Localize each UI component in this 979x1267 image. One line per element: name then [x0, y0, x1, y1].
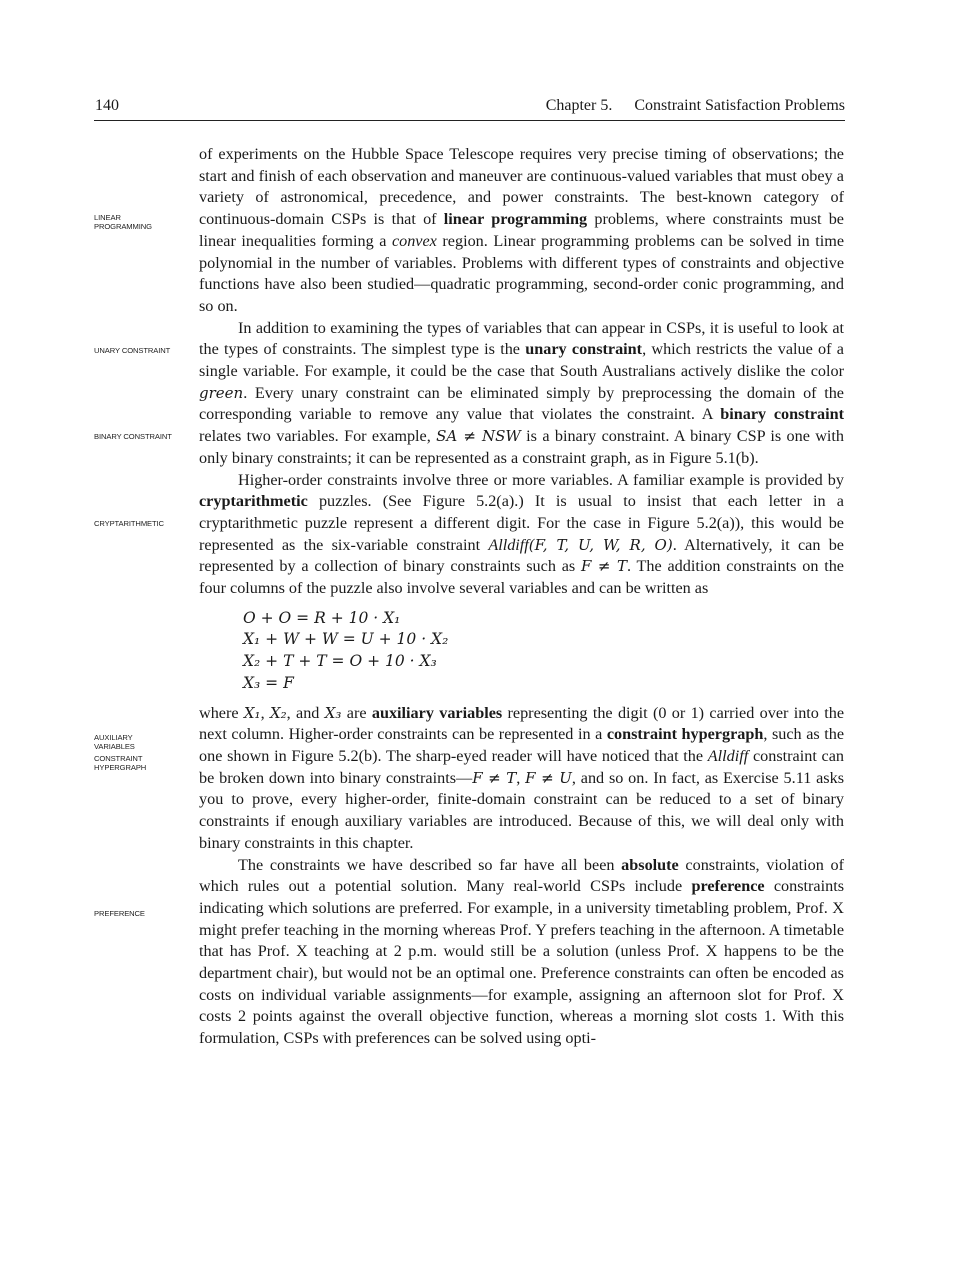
- text-run: are: [341, 703, 372, 722]
- key-term: binary constraint: [720, 405, 844, 424]
- equation: O + O = R + 10 · X₁: [243, 608, 401, 627]
- margin-note-line: AUXILIARY: [94, 733, 133, 742]
- text-run: constraints indicating which solutions are preferred. For example, in a university timetabling problem, Prof. X might prefer teaching in the morning whereas Prof. Y prefers teaching in the afternoon. A timetable that has Prof. X teaching at 2 p.m. would still be a solution (unless Prof. X happens to be the department chair), but would not be an optimal one. Preference constraints can often be encoded as costs on individual variable assignments—for example, assigning an afternoon slot for Prof. X costs 2 points against the overall objective function, whereas a morning slot costs 1. With this formulation, CSPs with preferences can be solved using opti-: [199, 877, 844, 1048]
- margin-note-line: PROGRAMMING: [94, 221, 152, 231]
- chapter-label: Chapter: [545, 97, 597, 114]
- text-run: ,: [516, 768, 526, 787]
- key-term: cryptarithmetic: [199, 492, 308, 511]
- key-term: constraint hypergraph: [606, 725, 764, 744]
- text-run: The constraints we have described so far have all been: [238, 855, 622, 874]
- math-expression: SA ≠ NSW: [436, 427, 521, 446]
- paragraph: [199, 144, 844, 318]
- text-run: relates two variables. For example,: [199, 427, 437, 446]
- math-expression: X₃: [324, 703, 342, 722]
- paragraph: [199, 470, 844, 600]
- margin-note-preference: PREFERENCE: [94, 909, 145, 918]
- equation: X₂ + T + T = O + 10 · X₃: [243, 652, 437, 671]
- body-text: [199, 144, 844, 1050]
- text-run: problems, where constraints must be linear inequalities forming a: [199, 210, 844, 250]
- math-expression: X₁: [243, 703, 261, 722]
- chapter-number: 5.: [600, 97, 613, 114]
- margin-note-unary-constraint: UNARY CONSTRAINT: [94, 346, 171, 355]
- math-expression: F ≠ T: [472, 768, 517, 787]
- paragraph: [199, 855, 844, 1050]
- margin-note-constraint-hypergraph: [94, 755, 194, 772]
- math-expression: F ≠ U: [525, 768, 572, 787]
- text-run: . Every unary constraint can be eliminated simply by preprocessing the domain of the corresponding variable to remove any value that violates the constraint. A: [199, 383, 844, 424]
- running-head: [546, 96, 845, 116]
- margin-note-line: CONSTRAINT: [94, 754, 143, 763]
- emphasis: convex: [391, 231, 437, 250]
- math-expression: X₂: [269, 703, 287, 722]
- margin-note-line: LINEAR: [94, 213, 121, 222]
- margin-note-line: VARIABLES: [94, 741, 135, 751]
- function-name: Alldiff: [488, 535, 529, 554]
- text-run: , which restricts the value of a single variable. For example, it could be the case that South Australians actively dislike the color: [199, 340, 844, 381]
- key-term: absolute: [621, 855, 679, 874]
- text-run: , and so on. In fact, as Exercise 5.11 asks you to prove, every higher-order, finite-domain constraint can be reduced to a set of binary constraints if enough auxiliary variables are introduced. Because of this, we will deal only with binary constraints in this chapter.: [199, 768, 844, 852]
- text-run: . The addition constraints on the four columns of the puzzle also involve several variables and can be written as: [199, 557, 844, 598]
- equation-block: [243, 608, 844, 695]
- math-expression: F ≠ T: [580, 557, 627, 576]
- margin-note-cryptarithmetic: CRYPTARITHMETIC: [94, 519, 164, 528]
- equation: X₃ = F: [243, 673, 294, 692]
- text-run: , such as the one shown in Figure 5.2(b). The sharp-eyed reader will have noticed that the: [199, 725, 844, 765]
- key-term: linear programming: [443, 210, 588, 229]
- page-header: [94, 96, 845, 121]
- function-name: Alldiff: [707, 746, 749, 765]
- text-run: constraints, violation of which rules out a potential solution. Many real-world CSPs include: [199, 855, 844, 896]
- text-run: is a binary constraint. A binary CSP is one with only binary constraints; it can be represented as a constraint graph, as in Figure 5.1(b).: [199, 427, 845, 467]
- text-run: where: [199, 703, 244, 722]
- paragraph: [199, 318, 844, 470]
- margin-note-auxiliary-variables: [94, 734, 194, 751]
- text-run: , and: [286, 703, 325, 722]
- text-run: ,: [260, 703, 270, 722]
- text-run: Higher-order constraints involve three or more variables. A familiar example is provided by: [238, 470, 844, 489]
- key-term: auxiliary variables: [371, 703, 503, 722]
- margin-note-line: HYPERGRAPH: [94, 762, 147, 772]
- equation: X₁ + W + W = U + 10 · X₂: [243, 630, 449, 649]
- text-run: constraint can be broken down into binary constraints—: [199, 746, 845, 787]
- margin-note-binary-constraint: BINARY CONSTRAINT: [94, 432, 172, 441]
- key-term: unary constraint: [525, 340, 643, 359]
- text-run: representing the digit (0 or 1) carried over into the next column. Higher-order constraints can be represented in a: [199, 703, 845, 744]
- paragraph: [199, 703, 844, 855]
- chapter-title: Constraint Satisfaction Problems: [634, 97, 845, 114]
- text-run: of experiments on the Hubble Space Telescope requires very precise timing of observations; the start and finish of each observation and maneuver are continuous-valued variables that must obey a variety of astronomical, precedence, and power constraints. The best-known category of continuous-domain CSPs is that of: [199, 145, 844, 229]
- text-run: . Alternatively, it can be represented by a collection of binary constraints such as: [199, 535, 844, 576]
- text-run: In addition to examining the types of variables that can appear in CSPs, it is useful to look at the types of constraints. The simplest type is the: [199, 318, 844, 359]
- math-expression: (F, T, U, W, R, O): [528, 535, 673, 554]
- margin-note-linear-programming: [94, 214, 194, 231]
- emphasis: green: [199, 383, 244, 402]
- text-run: region. Linear programming problems can be solved in time polynomial in the number of variables. Problems with different types of constraints and objective functions have also been studied—quadratic programming, second-order conic programming, and so on.: [199, 231, 845, 315]
- text-run: puzzles. (See Figure 5.2(a).) It is usual to insist that each letter in a cryptarithmetic puzzle represent a different digit. For the case in Figure 5.2(a)), this would be represented as the six-variable constraint: [199, 492, 844, 554]
- key-term: preference: [691, 877, 765, 896]
- page-number: 140: [95, 97, 119, 114]
